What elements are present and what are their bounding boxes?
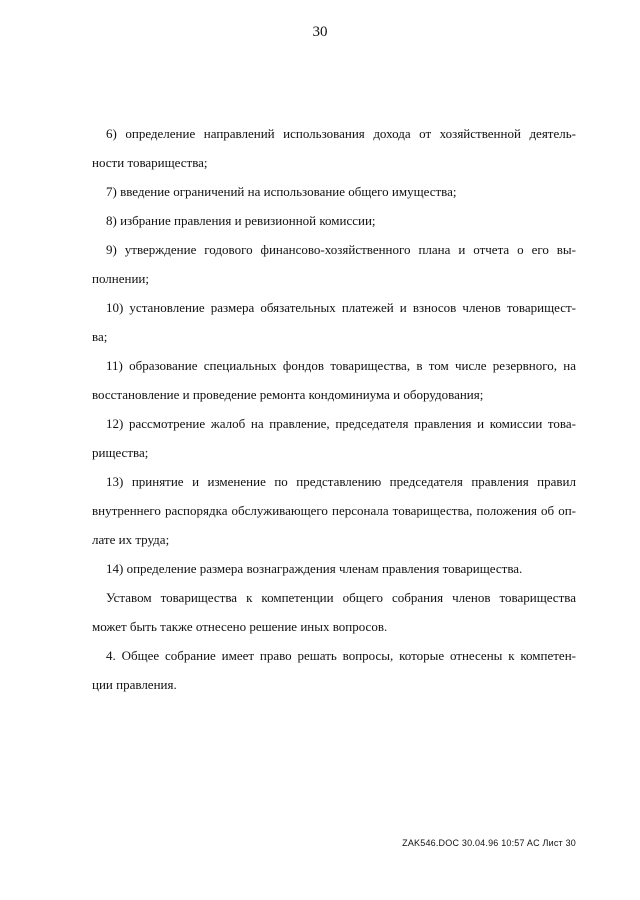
text-line: 7) введение ограничений на использование общего имущества; [106,184,457,199]
text-line: 9) утверждение годового финансово-хозяйственного плана и отчета о его вы- [106,242,576,257]
text-line: 8) избрание правления и ревизионной комиссии; [106,213,376,228]
text-line: внутреннего распорядка обслуживающего персонала товарищества, положения об оп- [92,503,576,518]
text-line: 6) определение направлений использования дохода от хозяйственной деятель- [106,126,576,141]
document-footer: ZAK546.DOC 30.04.96 10:57 AC Лист 30 [402,838,576,848]
text-line: 14) определение размера вознаграждения членам правления товарищества. [106,561,523,576]
text-line: ности товарищества; [92,155,208,170]
text-line: 11) образование специальных фондов товарищества, в том числе резервного, на [106,358,576,373]
text-line: рищества; [92,445,149,460]
document-body [92,119,576,699]
text-line: 13) принятие и изменение по представлению председателя правления правил [106,474,576,489]
text-line: 4. Общее собрание имеет право решать вопросы, которые отнесены к компетен- [106,648,576,663]
page-number: 30 [312,24,328,40]
text-line: Уставом товарищества к компетенции общего собрания членов товарищества [106,590,576,605]
text-line: 10) установление размера обязательных платежей и взносов членов товарищест- [106,300,576,315]
text-line: восстановление и проведение ремонта кондоминиума и оборудования; [92,387,484,402]
text-line: лате их труда; [92,532,170,547]
text-line: ции правления. [92,677,177,692]
text-line: 12) рассмотрение жалоб на правление, председателя правления и комиссии това- [106,416,576,431]
text-line: может быть также отнесено решение иных вопросов. [92,619,388,634]
text-line: ва; [92,329,108,344]
text-line: полнении; [92,271,149,286]
